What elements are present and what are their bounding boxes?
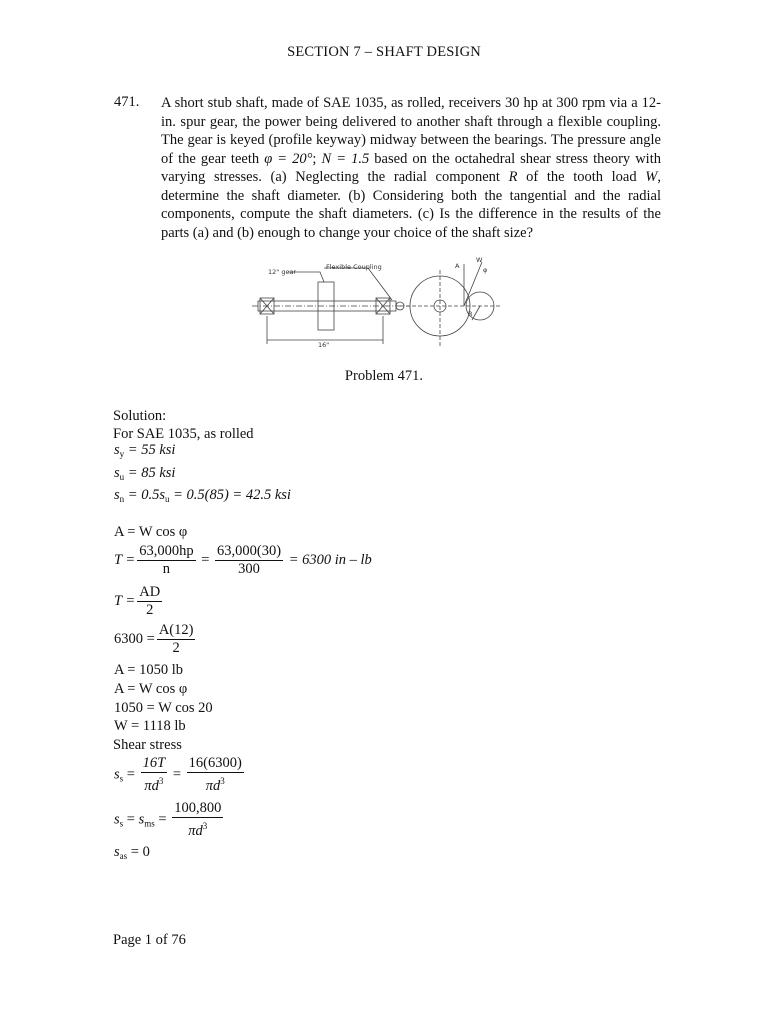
shaft-diagram (250, 254, 510, 356)
eq-ssm: $s_s = s_{ms}$ = $\frac{100,800}{\pi d^3}$ (114, 800, 222, 839)
eq-6300: 6300 = $\frac{A(12)}{2}$ (114, 622, 194, 656)
eq-ss: $s_s$ = $\frac{16T}{\pi d^3}$ = $\frac{16(6300)}{\pi d^3}$ (114, 755, 242, 794)
dimension-label: 16" (318, 341, 330, 349)
material-line: For SAE 1035, as rolled (113, 426, 254, 442)
angle-phi-label: φ (483, 266, 488, 274)
gear-label: 12" gear (268, 268, 297, 276)
load-w-label: W (476, 256, 483, 264)
problem-statement: A short stub shaft, made of SAE 1035, as rolled, receivers 30 hp at 300 rpm via a 12-in. spur gear, the power being delivered to another shaft through a flexible coupling. The gear is keyed (profile keyway) midway between the bearings. The pressure angle of the gear teeth φ = 20°; N = 1.5 based on the octahedral shear stress theory with varying stresses. (a) Neglecting the radial component R of the tooth load W, determine the shaft diameter. (b) Considering both the tangential and the radial components, compute the shaft diameters. (c) Is the difference in the results of the parts (a) and (b) enough to change your choice of the shaft size? (161, 95, 661, 241)
eq-torque-ad: T = $\frac{AD}{2}$ (114, 584, 161, 618)
section-header: SECTION 7 – SHAFT DESIGN (287, 44, 481, 60)
eq-torque: T = $\frac{63,000hp}{n}$ = $\frac{63,000(30)}{300}$ = 6300 in – lb (114, 543, 372, 577)
eq-su: $s_u = 85$ ksi (114, 465, 176, 482)
eq-a-cos-2: A = W cos φ (114, 681, 188, 697)
eq-cos20: 1050 = W cos 20 (114, 700, 213, 716)
load-a-label: A (455, 262, 460, 270)
eq-sy: $s_y = 55$ ksi (114, 442, 176, 459)
solution-heading: Solution: (113, 408, 167, 424)
shear-heading: Shear stress (113, 737, 182, 753)
page-footer: Page 1 of 76 (113, 932, 186, 948)
problem-number: 471. (114, 94, 140, 110)
eq-sas: $s_{as} = 0$ (114, 844, 150, 861)
eq-w-value: W = 1118 lb (114, 718, 186, 734)
eq-a-value: A = 1050 lb (114, 662, 184, 678)
eq-sn: $s_n = 0.5s_u = 0.5(85) = 42.5$ ksi (114, 487, 291, 504)
eq-a-cos: A = W cos φ (114, 524, 188, 540)
radial-r-label: R (468, 310, 473, 318)
figure-caption: Problem 471. (344, 368, 424, 384)
coupling-label: Flexible Coupling (326, 263, 382, 271)
